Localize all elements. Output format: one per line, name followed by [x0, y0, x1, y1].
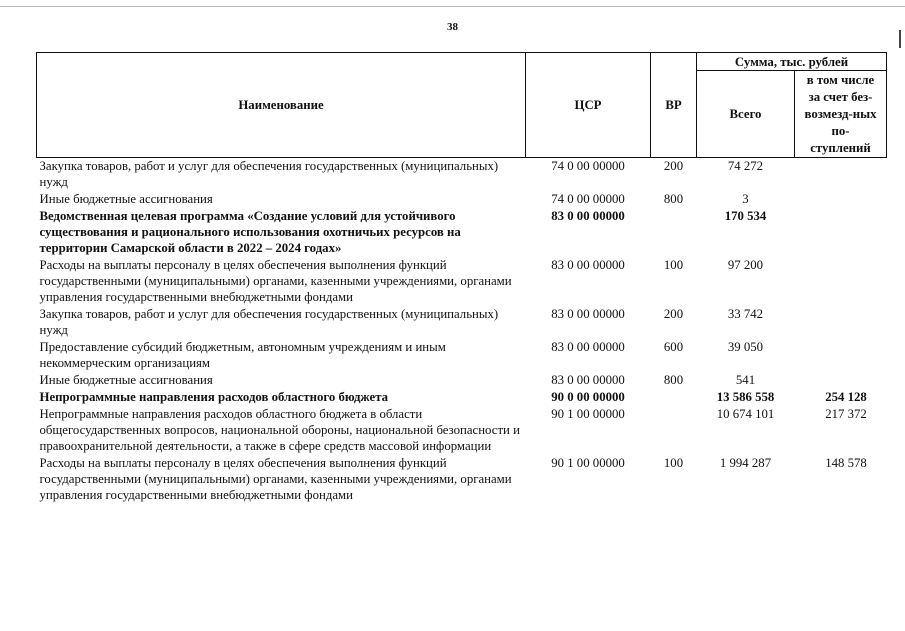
table-row — [37, 257, 887, 306]
row-name: Расходы на выплаты персоналу в целях обеспечения выполнения функций государственными (муниципальными) органами, казенными учреждениями, органами управления государственными внебюджетными фондами — [39, 258, 512, 304]
row-gratuitous — [795, 339, 887, 372]
row-gratuitous — [795, 372, 887, 389]
header-row-top — [37, 53, 887, 71]
header-csr: ЦСР — [526, 53, 651, 158]
row-vr: 100 — [663, 258, 684, 272]
row-total: 10 674 101 — [716, 407, 775, 421]
row-name: Непрограммные направления расходов областного бюджета — [39, 390, 389, 404]
row-name: Закупка товаров, работ и услуг для обеспечения государственных (муниципальных) нужд — [39, 159, 499, 189]
row-vr: 800 — [663, 373, 684, 387]
row-vr: 100 — [663, 456, 684, 470]
row-name: Закупка товаров, работ и услуг для обеспечения государственных (муниципальных) нужд — [39, 307, 499, 337]
table-row — [37, 191, 887, 208]
row-total: 541 — [735, 373, 756, 387]
row-total: 170 534 — [724, 209, 767, 223]
row-csr: 83 0 00 00000 — [551, 307, 625, 321]
header-sum-group: Сумма, тыс. рублей — [697, 53, 887, 71]
row-csr: 74 0 00 00000 — [551, 192, 625, 206]
row-vr: 600 — [663, 340, 684, 354]
row-csr: 90 1 00 00000 — [551, 407, 625, 421]
row-total: 13 586 558 — [716, 390, 775, 404]
row-csr: 74 0 00 00000 — [551, 159, 625, 173]
budget-table — [36, 52, 887, 504]
row-gratuitous — [795, 257, 887, 306]
row-vr — [651, 389, 697, 406]
table-row — [37, 372, 887, 389]
row-name: Непрограммные направления расходов областного бюджета в области общегосударственных вопросов, национальной обороны, национальной безопасности и правоохранительной деятельности, а также в сфере средств массовой информации — [39, 407, 520, 453]
page-number: 38 — [447, 21, 458, 33]
row-csr: 83 0 00 00000 — [551, 209, 625, 223]
row-total: 39 050 — [727, 340, 764, 354]
row-vr — [651, 406, 697, 455]
table-row — [37, 306, 887, 339]
header-vr: ВР — [651, 53, 697, 158]
row-name: Расходы на выплаты персоналу в целях обеспечения выполнения функций государственными (муниципальными) органами, казенными учреждениями, органами управления государственными внебюджетными фондами — [39, 456, 512, 502]
table-row — [37, 455, 887, 504]
row-total: 97 200 — [727, 258, 764, 272]
row-total: 1 994 287 — [719, 456, 772, 470]
row-name: Иные бюджетные ассигнования — [39, 373, 213, 387]
scan-top-edge — [0, 6, 905, 7]
row-gratuitous: 254 128 — [825, 390, 867, 404]
row-csr: 83 0 00 00000 — [551, 258, 625, 272]
table-row — [37, 158, 887, 192]
header-gratuitous — [795, 71, 887, 158]
row-name: Предоставление субсидий бюджетным, автономным учреждениям и иным некоммерческим организациям — [39, 340, 446, 370]
header-name: Наименование — [37, 53, 526, 158]
row-gratuitous — [795, 208, 887, 257]
row-gratuitous — [795, 306, 887, 339]
row-gratuitous: 148 578 — [825, 456, 867, 470]
row-gratuitous — [795, 191, 887, 208]
row-csr: 83 0 00 00000 — [551, 373, 625, 387]
row-csr: 83 0 00 00000 — [551, 340, 625, 354]
row-total: 74 272 — [727, 159, 764, 173]
row-vr — [651, 208, 697, 257]
row-vr: 200 — [663, 307, 684, 321]
row-total: 33 742 — [727, 307, 764, 321]
table-row — [37, 339, 887, 372]
row-vr: 800 — [663, 192, 684, 206]
row-total: 3 — [742, 192, 749, 206]
table-row — [37, 389, 887, 406]
table-row — [37, 208, 887, 257]
row-gratuitous — [795, 158, 887, 192]
row-vr: 200 — [663, 159, 684, 173]
header-gratuitous-text: в том числе за счет без-возмезд-ных по-ступлений — [804, 73, 877, 155]
table-row — [37, 406, 887, 455]
row-name: Иные бюджетные ассигнования — [39, 192, 213, 206]
row-name: Ведомственная целевая программа «Создание условий для устойчивого существования и рационального использования охотничьих ресурсов на территории Самарской области в 2022 – 2024 годах» — [39, 209, 461, 255]
table-body — [37, 158, 887, 505]
header-total: Всего — [697, 71, 795, 158]
row-gratuitous: 217 372 — [825, 407, 867, 421]
row-csr: 90 0 00 00000 — [551, 390, 625, 404]
row-csr: 90 1 00 00000 — [551, 456, 625, 470]
